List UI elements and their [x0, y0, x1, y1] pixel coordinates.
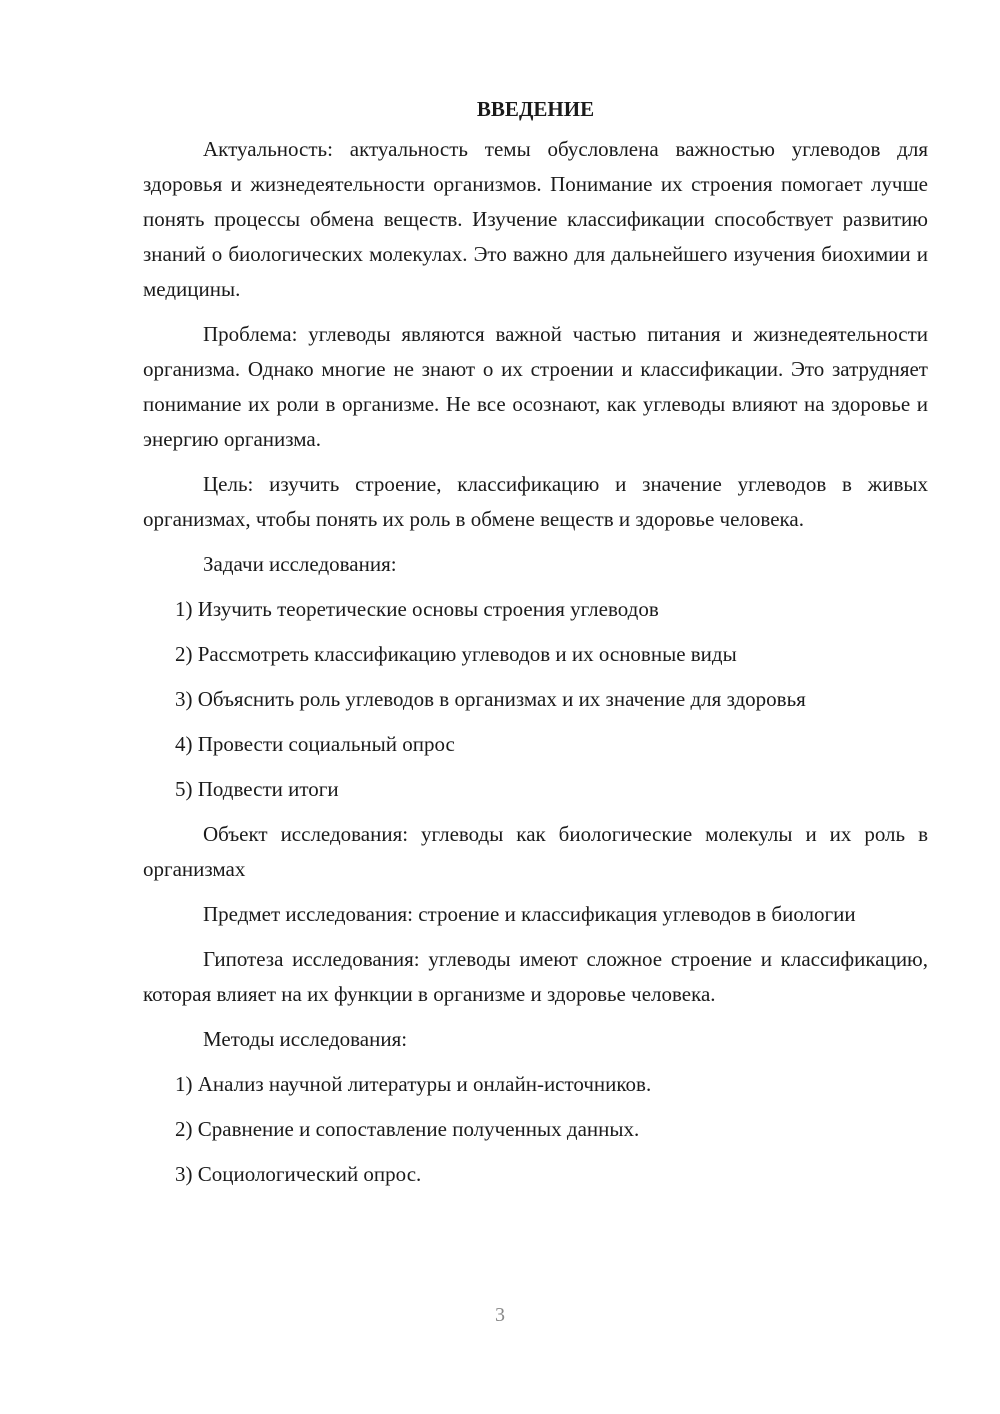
- hypothesis-paragraph: Гипотеза исследования: углеводы имеют сложное строение и классификацию, которая влияет на их функции в организме и здоровье человека.: [143, 947, 928, 1006]
- methods-label: Методы исследования:: [203, 1027, 408, 1051]
- section-title: ВВЕДЕНИЕ: [476, 97, 595, 121]
- goal-paragraph: Цель: изучить строение, классификацию и значение углеводов в живых организмах, чтобы понять их роль в обмене веществ и здоровье человека.: [143, 472, 928, 531]
- task-item: 2) Рассмотреть классификацию углеводов и их основные виды: [175, 642, 737, 666]
- relevance-paragraph: Актуальность: актуальность темы обусловлена важностью углеводов для здоровья и жизнедеятельности организмов. Понимание их строения помогает лучше понять процессы обмена веществ. Изучение классификации способствует развитию знаний о биологических молекулах. Это важно для дальнейшего изучения биохимии и медицины.: [143, 137, 928, 301]
- method-item: 3) Социологический опрос.: [175, 1162, 422, 1186]
- task-item: 5) Подвести итоги: [175, 777, 339, 801]
- method-item: 2) Сравнение и сопоставление полученных данных.: [175, 1117, 640, 1141]
- task-item: 1) Изучить теоретические основы строения углеводов: [175, 597, 659, 621]
- methods-list: [143, 1067, 928, 1192]
- object-paragraph: Объект исследования: углеводы как биологические молекулы и их роль в организмах: [143, 822, 928, 881]
- tasks-list: [143, 592, 928, 807]
- tasks-label: Задачи исследования:: [203, 552, 397, 576]
- problem-paragraph: Проблема: углеводы являются важной частью питания и жизнедеятельности организма. Однако многие не знают о их строении и классификации. Это затрудняет понимание их роли в организме. Не все осознают, как углеводы влияют на здоровье и энергию организма.: [143, 322, 928, 451]
- method-item: 1) Анализ научной литературы и онлайн-источников.: [175, 1072, 652, 1096]
- task-item: 3) Объяснить роль углеводов в организмах и их значение для здоровья: [175, 687, 806, 711]
- subject-paragraph: Предмет исследования: строение и классификация углеводов в биологии: [203, 902, 856, 926]
- task-item: 4) Провести социальный опрос: [175, 732, 455, 756]
- document-page: [143, 92, 928, 1202]
- page-number: 3: [495, 1304, 505, 1326]
